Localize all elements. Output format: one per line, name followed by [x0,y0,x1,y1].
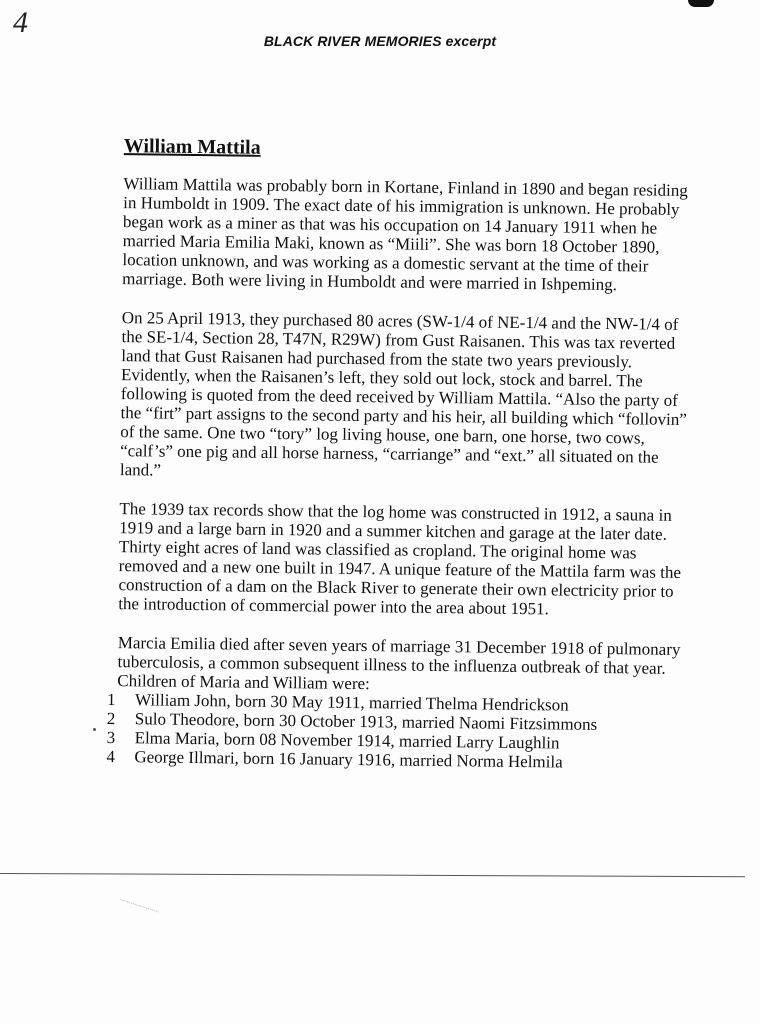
page-number: 4 [13,6,28,39]
scan-specks [117,899,158,922]
article-body [106,135,694,773]
list-item-number: 2 [106,708,116,729]
list-item-text: William John, born 30 May 1911, married Thelma Hendrickson [134,690,569,715]
article-title: William Mattila [123,135,261,159]
paragraph-tax-records: The 1939 tax records show that the log home was constructed in 1912, a sauna in 1919 and a large barn in 1920 and a summer kitchen and garage at the later date. Thirty eight acres of land was classified as cropland. The original home was removed and a new one built in 1947. A unique feature of the Mattila farm was the construction of a dam on the Black River to generate their own electricity prior to the introduction of commercial power into the area about 1951. [118,499,682,619]
children-list [106,690,687,773]
scan-corner-mark [688,0,714,7]
page-divider [0,873,745,877]
paragraph-biography: William Mattila was probably born in Kortane, Finland in 1890 and began residing in Humboldt in 1909. The exact date of his immigration is unknown. He probably began work as a miner as that was his occupation on 14 January 1911 when he married Maria Emilia Maki, known as “Miili”. She was born 18 October 1890, location unknown, and was working as a domestic servant at the time of their marriage. Both were living in Humboldt and were married in Ishpeming. [122,174,688,295]
list-item-number: 1 [106,689,116,710]
paragraph-death-children: Marcia Emilia died after seven years of marriage 31 December 1918 of pulmonary tuberculosis, a common subsequent illness to the influenza outbreak of that year. Children of Maria and William were: [117,633,681,694]
list-item-text: George Illmari, born 16 January 1916, married Norma Helmila [134,747,563,772]
page-header: BLACK RIVER MEMORIES excerpt [263,33,497,49]
list-item-number: 4 [106,746,116,767]
list-item-number: 3 [106,727,116,748]
list-item-text: Sulo Theodore, born 30 October 1913, married Naomi Fitzsimmons [134,709,598,734]
scan-speck [93,728,96,731]
paragraph-land-purchase: On 25 April 1913, they purchased 80 acres (SW-1/4 of NE-1/4 and the NW-1/4 of the SE-1/4, Section 28, T47N, R29W) from Gust Raisanen. This was tax reverted land that Gust Raisanen had purchased from the state two years previously. Evidently, when the Raisanen’s left, they sold out lock, stock and barrel. The following is quoted from the deed received by William Mattila. “Also the party of the “firt” part assigns to the second party and his heir, all building which “follovin” of the same. One two “tory” log living house, one barn, one horse, two cows, “calf’s” one pig and all horse harness, “carriange” and “ext.” all situated on the land.” [119,308,687,480]
list-item-text: Elma Maria, born 08 November 1914, married Larry Laughlin [134,728,560,753]
